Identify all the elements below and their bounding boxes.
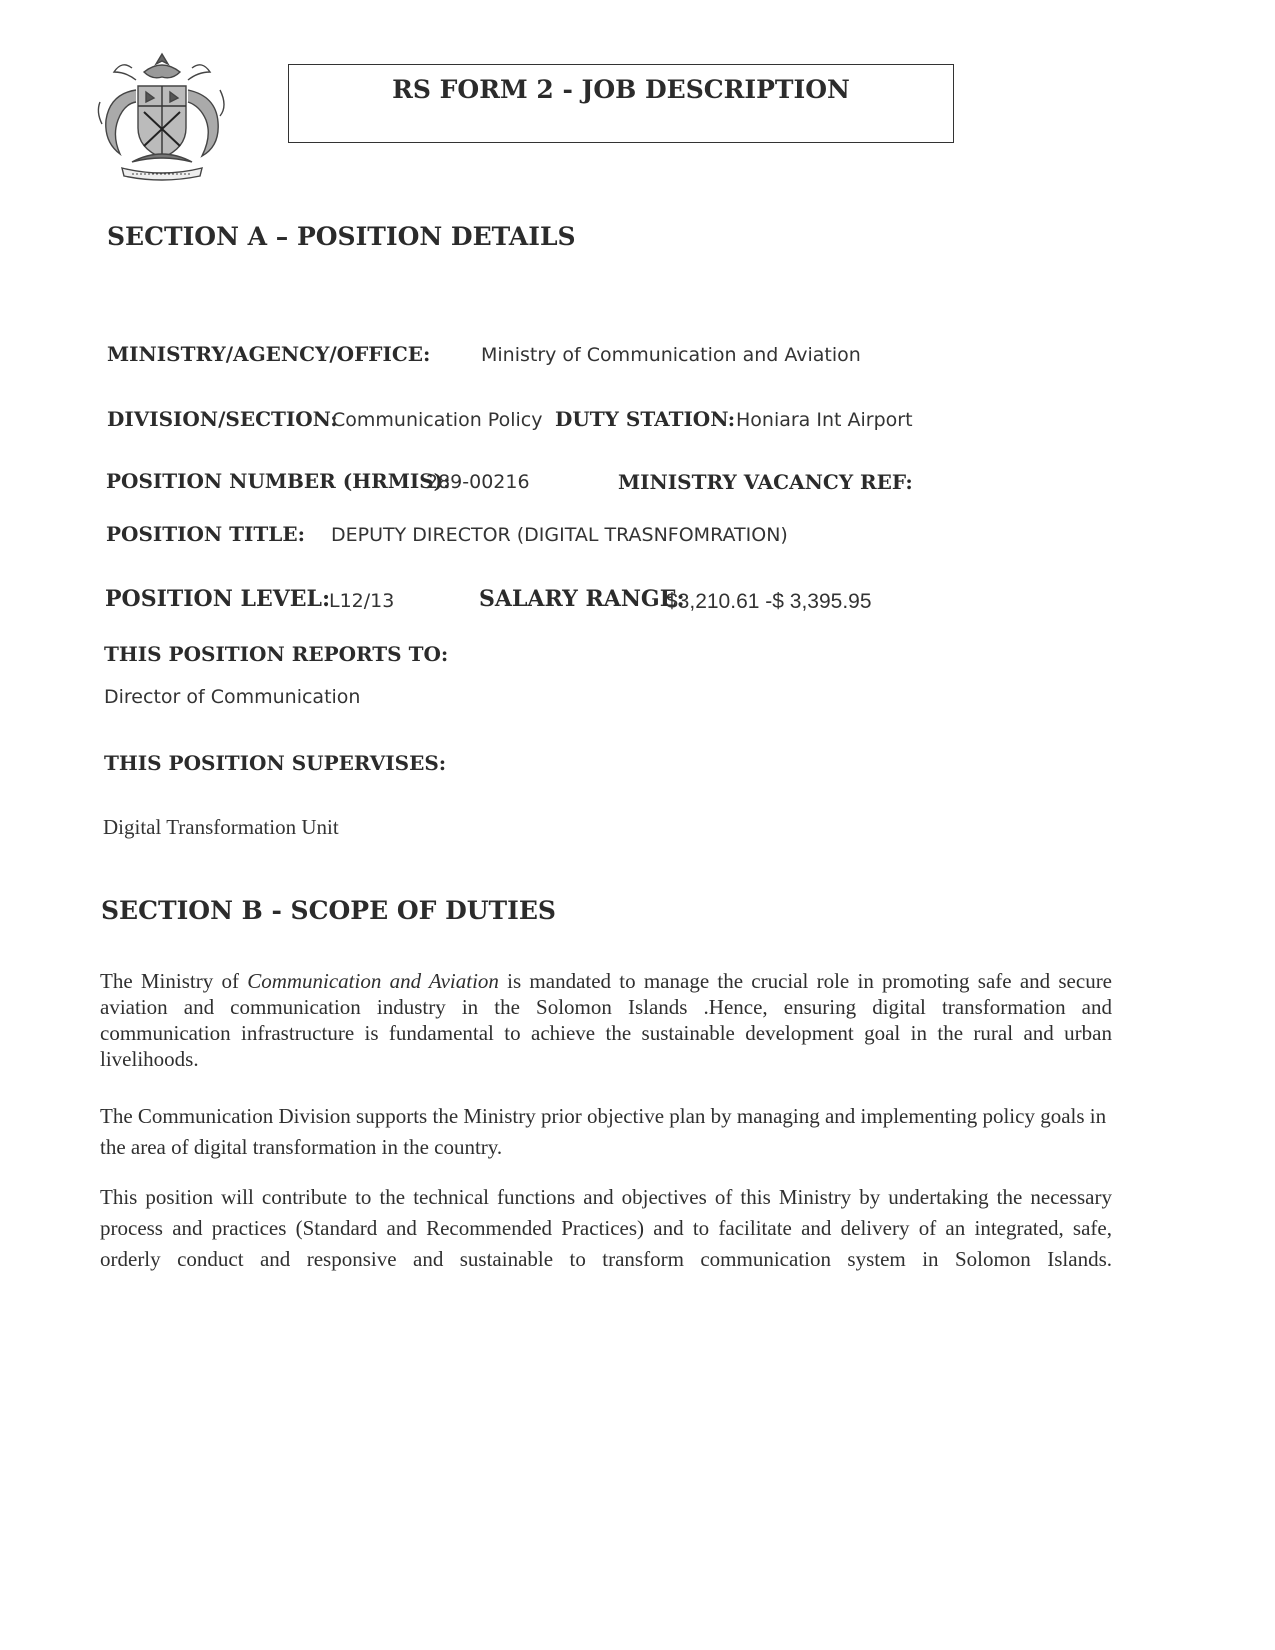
position-title-value: DEPUTY DIRECTOR (DIGITAL TRASNFOMRATION): [331, 524, 788, 546]
duty-station-label: DUTY STATION:: [555, 407, 736, 431]
position-title-label: POSITION TITLE:: [106, 522, 305, 546]
duty-station-value: Honiara Int Airport: [736, 409, 913, 431]
scope-paragraph-3: This position will contribute to the technical functions and objectives of this Ministry by undertaking the necessary process and practices (Standard and Recommended Practices) and to facilitate and delivery of an integrated, safe, orderly conduct and responsive and sustainable to transform communication system in Solomon Islands.: [100, 1185, 1112, 1271]
ministry-label: MINISTRY/AGENCY/OFFICE:: [107, 342, 431, 366]
section-b-heading: SECTION B - SCOPE OF DUTIES: [101, 896, 556, 925]
scope-paragraph-2: The Communication Division supports the Ministry prior objective plan by managing and implementing policy goals in the area of digital transformation in the country.: [100, 1104, 1107, 1159]
vacancy-ref-label: MINISTRY VACANCY REF:: [618, 470, 913, 494]
p1-text-start: The Ministry of: [100, 969, 248, 993]
division-label: DIVISION/SECTION:: [107, 407, 338, 431]
scope-paragraph-1: [100, 968, 1112, 1072]
section-a-heading: SECTION A – POSITION DETAILS: [107, 222, 576, 251]
position-number-value: 289-00216: [426, 471, 530, 493]
ministry-value: Ministry of Communication and Aviation: [481, 344, 861, 366]
salary-range-value: $3,210.61 -$ 3,395.95: [666, 590, 872, 613]
supervises-label: THIS POSITION SUPERVISES:: [104, 751, 447, 775]
supervises-value: Digital Transformation Unit: [103, 815, 339, 839]
form-title: RS FORM 2 - JOB DESCRIPTION: [392, 75, 850, 104]
position-number-label: POSITION NUMBER (HRMIS):: [106, 469, 451, 493]
coat-of-arms-icon: [92, 50, 232, 188]
reports-to-label: THIS POSITION REPORTS TO:: [104, 642, 449, 666]
reports-to-value: Director of Communication: [104, 686, 361, 708]
p1-ministry-name: Communication and Aviation: [247, 969, 499, 993]
position-level-value: L12/13: [329, 590, 395, 612]
position-level-label: POSITION LEVEL:: [105, 586, 331, 612]
salary-range-label: SALARY RANGE:: [479, 586, 685, 612]
form-title-box: [288, 64, 954, 143]
division-value: Communication Policy: [332, 409, 543, 431]
p1-text-end: is mandated to manage the crucial role in promoting safe and secure aviation and communication industry in the Solomon Islands .Hence, ensuring digital transformation and communication infrastructure is fundamental to achieve the sustainable development goal in the rural and urban livelihoods.: [100, 969, 1113, 1071]
